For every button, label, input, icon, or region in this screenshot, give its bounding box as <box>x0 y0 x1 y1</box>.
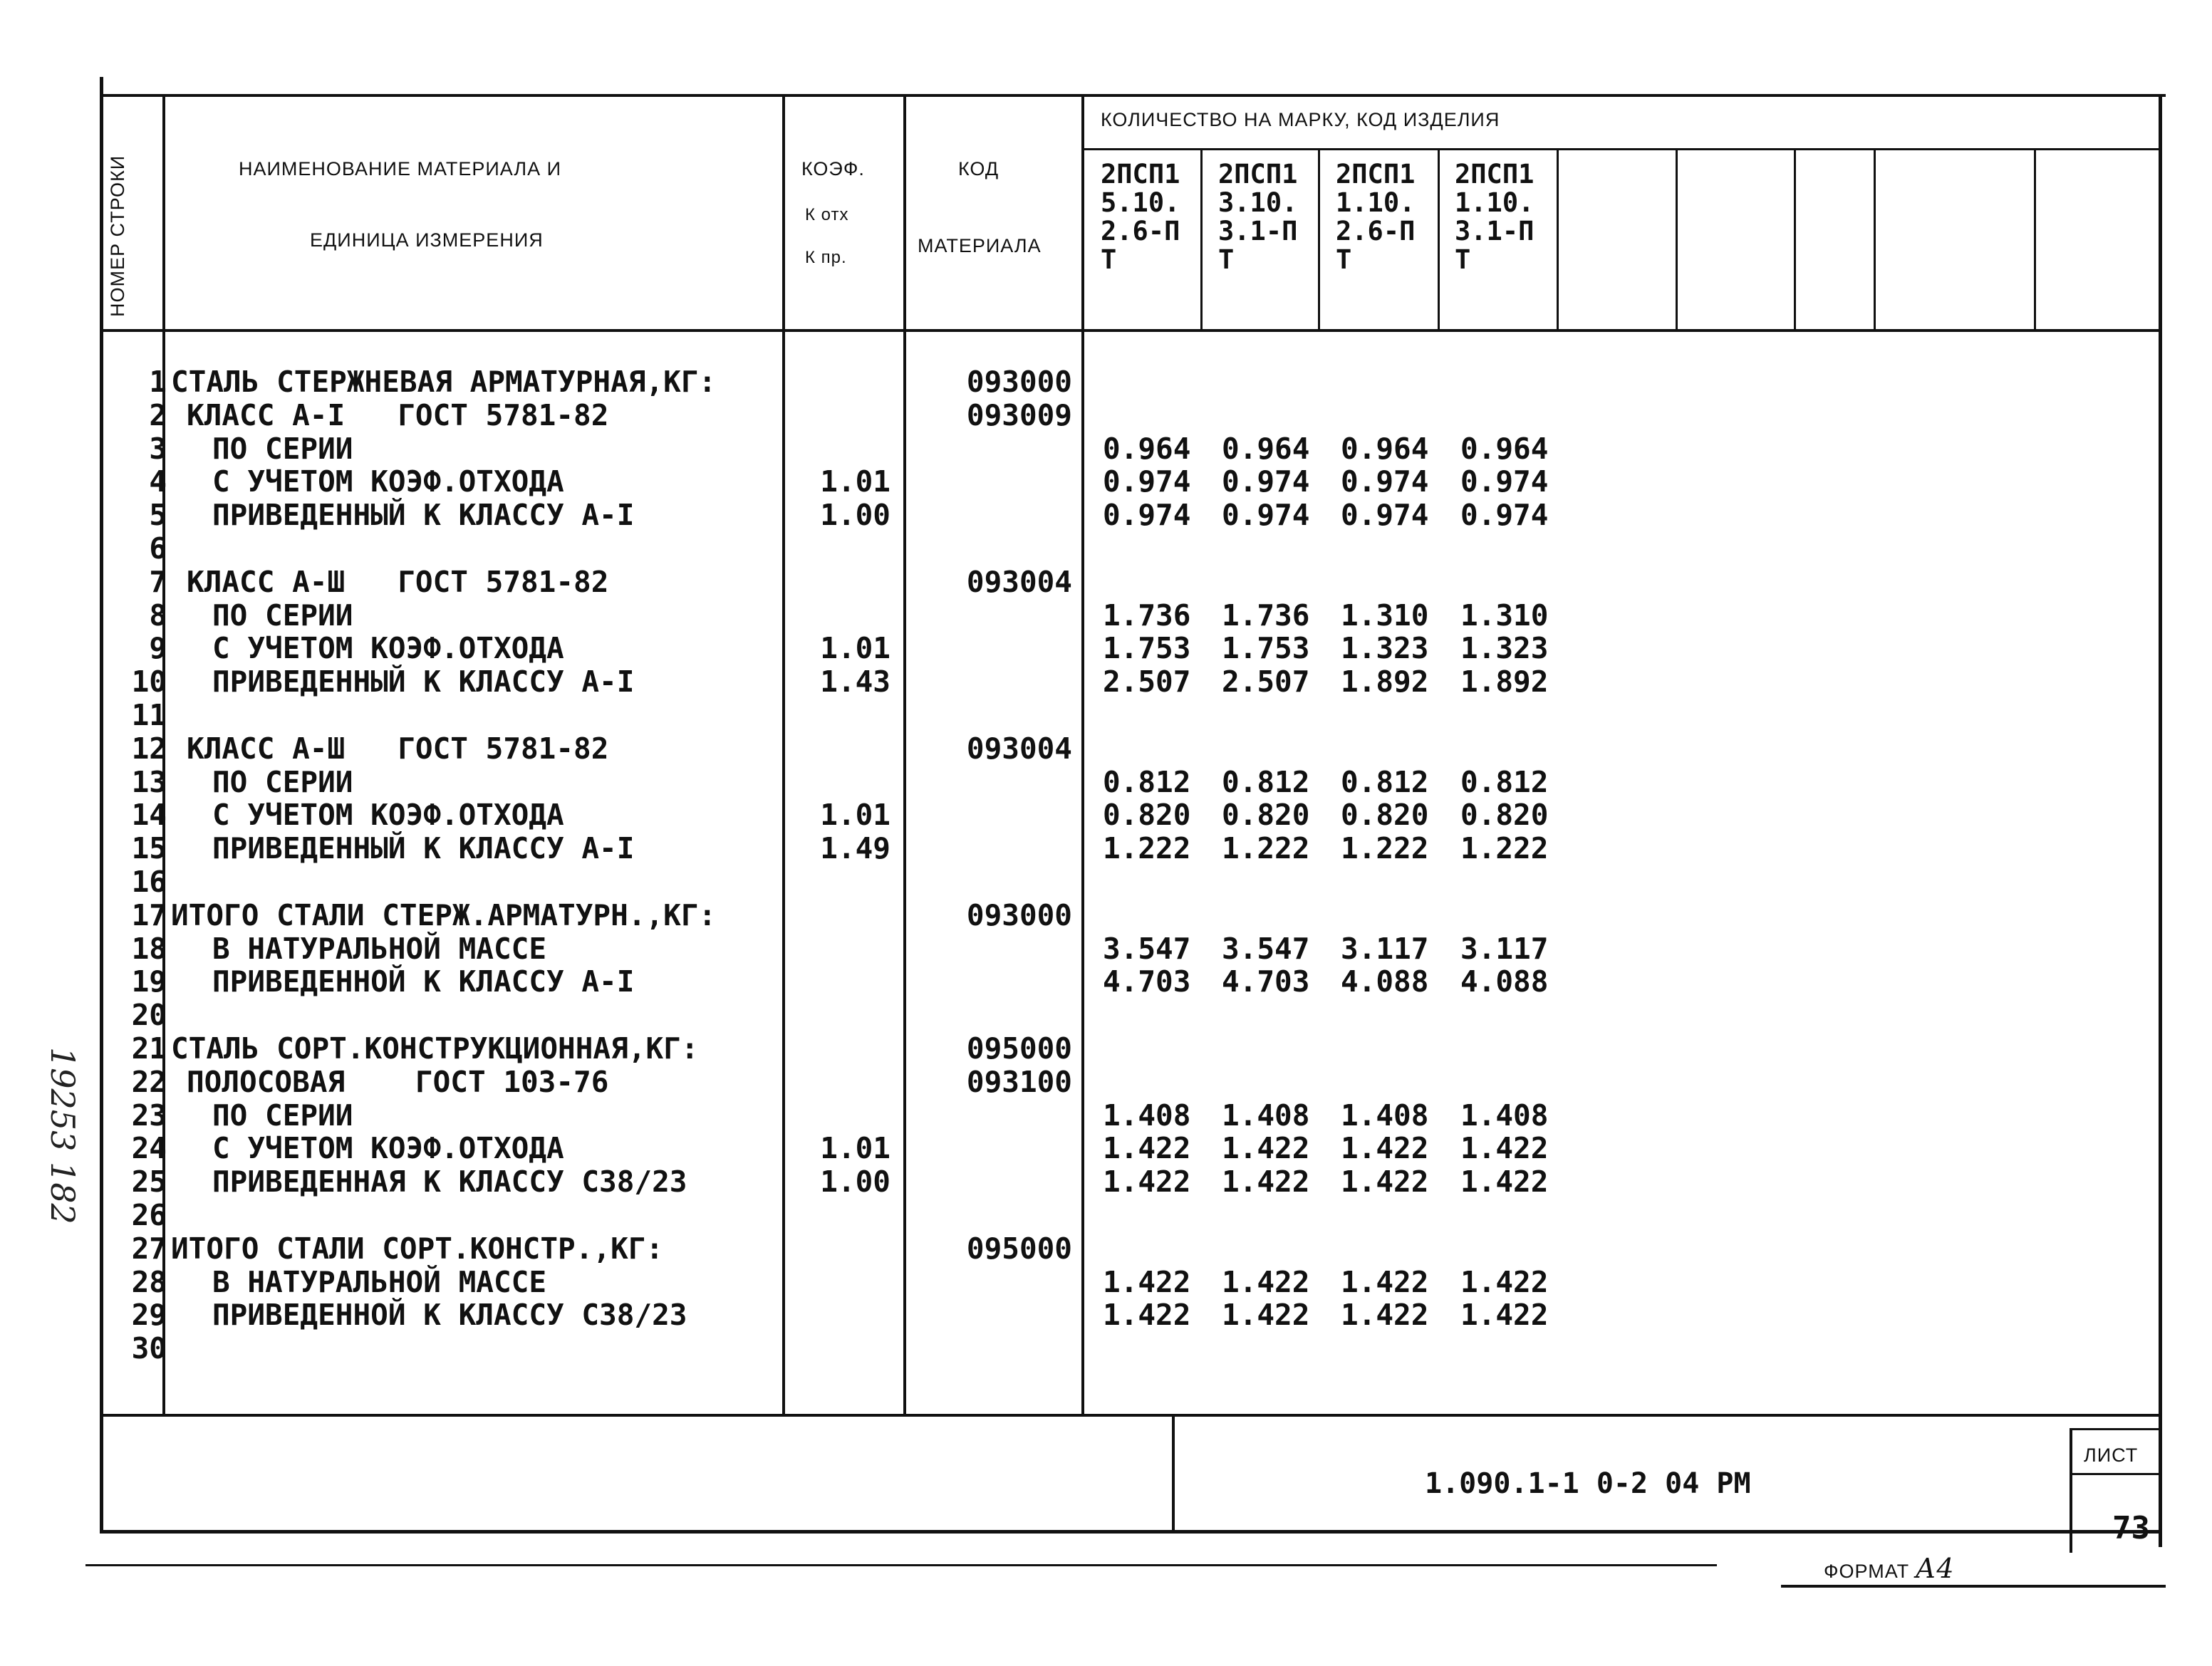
format-rule <box>1781 1585 2166 1588</box>
mark-2: 2ПСП1 3.10. 3.1-П Т <box>1218 159 1298 275</box>
row-number: 24 <box>131 1131 167 1165</box>
mark-1: 2ПСП1 5.10. 2.6-П Т <box>1101 159 1180 275</box>
row-coef: 1.00 <box>820 498 890 532</box>
row-value-4: 1.422 <box>1460 1298 1549 1332</box>
row-coef: 1.01 <box>820 1131 890 1165</box>
row-value-4: 0.974 <box>1460 498 1549 532</box>
sheet-box-mid <box>2070 1473 2161 1475</box>
row-name: ПО СЕРИИ <box>212 765 353 799</box>
row-value-2: 1.422 <box>1222 1165 1310 1199</box>
row-number: 29 <box>131 1298 167 1332</box>
row-value-4: 0.964 <box>1460 432 1549 466</box>
row-value-3: 1.422 <box>1341 1298 1429 1332</box>
row-value-1: 2.507 <box>1103 665 1191 699</box>
coef-header-line3: К пр. <box>805 248 847 267</box>
row-value-2: 0.964 <box>1222 432 1310 466</box>
row-value-2: 0.812 <box>1222 765 1310 799</box>
row-value-1: 1.222 <box>1103 831 1191 865</box>
row-number: 17 <box>131 898 167 932</box>
row-value-1: 0.974 <box>1103 498 1191 532</box>
row-coef: 1.01 <box>820 798 890 832</box>
row-code: 095000 <box>966 1232 1072 1266</box>
frame-left <box>100 77 103 1534</box>
row-name: С УЧЕТОМ КОЭФ.ОТХОДА <box>212 798 564 832</box>
format-stamp <box>1824 1553 1955 1584</box>
row-name: КЛАСС А-Ш ГОСТ 5781-82 <box>187 732 609 766</box>
row-number: 8 <box>149 598 167 632</box>
row-name: ПОЛОСОВАЯ ГОСТ 103-76 <box>187 1065 609 1099</box>
col-line-name <box>782 94 785 1415</box>
col-line-m8 <box>2034 148 2036 330</box>
row-value-3: 1.408 <box>1341 1098 1429 1133</box>
row-value-1: 0.974 <box>1103 464 1191 499</box>
row-value-3: 3.117 <box>1341 932 1429 966</box>
sheet-label: ЛИСТ <box>2084 1444 2139 1466</box>
row-name: ПРИВЕДЕННАЯ К КЛАССУ С38/23 <box>212 1165 687 1199</box>
row-name: ИТОГО СТАЛИ СОРТ.КОНСТР.,КГ: <box>171 1232 664 1266</box>
row-number: 1 <box>149 365 167 399</box>
name-header-line2: ЕДИНИЦА ИЗМЕРЕНИЯ <box>310 229 544 251</box>
row-number: 14 <box>131 798 167 832</box>
stamp-divider <box>1172 1414 1175 1531</box>
row-name: В НАТУРАЛЬНОЙ МАССЕ <box>212 932 546 966</box>
row-number: 21 <box>131 1031 167 1066</box>
coef-header-line1: КОЭФ. <box>801 158 865 179</box>
row-value-4: 1.892 <box>1460 665 1549 699</box>
row-value-3: 1.222 <box>1341 831 1429 865</box>
row-number: 27 <box>131 1232 167 1266</box>
row-name: ПРИВЕДЕННОЙ К КЛАССУ А-I <box>212 964 635 999</box>
row-name: ПО СЕРИИ <box>212 598 353 632</box>
row-value-3: 4.088 <box>1341 964 1429 999</box>
row-number: 10 <box>131 665 167 699</box>
row-value-3: 1.422 <box>1341 1265 1429 1299</box>
row-value-3: 1.422 <box>1341 1165 1429 1199</box>
table-bottom-line <box>100 1414 2162 1417</box>
row-name: ПО СЕРИИ <box>212 432 353 466</box>
row-value-1: 1.736 <box>1103 598 1191 632</box>
row-code: 093000 <box>966 898 1072 932</box>
row-value-2: 1.422 <box>1222 1298 1310 1332</box>
row-number: 20 <box>131 998 167 1032</box>
row-number: 23 <box>131 1098 167 1133</box>
frame-right <box>2159 94 2162 1547</box>
row-name: КЛАСС А-Ш ГОСТ 5781-82 <box>187 565 609 599</box>
row-value-4: 0.820 <box>1460 798 1549 832</box>
row-value-1: 0.812 <box>1103 765 1191 799</box>
row-value-1: 1.422 <box>1103 1298 1191 1332</box>
row-value-4: 1.222 <box>1460 831 1549 865</box>
row-number: 16 <box>131 865 167 899</box>
row-value-2: 1.222 <box>1222 831 1310 865</box>
coef-header-line2: К отх <box>805 205 849 224</box>
row-name: КЛАСС А-I ГОСТ 5781-82 <box>187 398 609 432</box>
row-value-3: 1.422 <box>1341 1131 1429 1165</box>
row-value-2: 1.408 <box>1222 1098 1310 1133</box>
row-number: 19 <box>131 964 167 999</box>
row-number-header: НОМЕР СТРОКИ <box>107 155 128 317</box>
row-number: 6 <box>149 531 167 566</box>
row-value-4: 0.812 <box>1460 765 1549 799</box>
row-number: 18 <box>131 932 167 966</box>
frame-top <box>100 94 2166 97</box>
row-name: С УЧЕТОМ КОЭФ.ОТХОДА <box>212 464 564 499</box>
row-number: 2 <box>149 398 167 432</box>
code-header-line2: МАТЕРИАЛА <box>918 235 1042 256</box>
row-value-1: 4.703 <box>1103 964 1191 999</box>
row-value-1: 1.408 <box>1103 1098 1191 1133</box>
code-header-line1: КОД <box>958 158 999 179</box>
col-line-code <box>1081 94 1084 1415</box>
row-number: 15 <box>131 831 167 865</box>
row-name: СТАЛЬ СТЕРЖНЕВАЯ АРМАТУРНАЯ,КГ: <box>171 365 717 399</box>
row-value-2: 1.753 <box>1222 631 1310 665</box>
row-value-4: 0.974 <box>1460 464 1549 499</box>
row-number: 3 <box>149 432 167 466</box>
row-name: ПРИВЕДЕННЫЙ К КЛАССУ А-I <box>212 498 635 532</box>
row-name: С УЧЕТОМ КОЭФ.ОТХОДА <box>212 631 564 665</box>
row-name: ПРИВЕДЕННЫЙ К КЛАССУ А-I <box>212 665 635 699</box>
col-line-m4 <box>1557 148 1559 330</box>
mark-4: 2ПСП1 1.10. 3.1-П Т <box>1455 159 1535 275</box>
frame-bottom <box>100 1530 2162 1534</box>
row-value-4: 3.117 <box>1460 932 1549 966</box>
row-value-2: 1.422 <box>1222 1265 1310 1299</box>
row-coef: 1.00 <box>820 1165 890 1199</box>
row-coef: 1.01 <box>820 464 890 499</box>
row-name: ПО СЕРИИ <box>212 1098 353 1133</box>
row-code: 093100 <box>966 1065 1072 1099</box>
row-value-1: 1.422 <box>1103 1165 1191 1199</box>
row-value-1: 1.422 <box>1103 1265 1191 1299</box>
name-header-line1: НАИМЕНОВАНИЕ МАТЕРИАЛА И <box>239 158 561 179</box>
row-value-4: 1.323 <box>1460 631 1549 665</box>
row-name: ИТОГО СТАЛИ СТЕРЖ.АРМАТУРН.,КГ: <box>171 898 717 932</box>
row-number: 25 <box>131 1165 167 1199</box>
row-value-1: 0.820 <box>1103 798 1191 832</box>
handwritten-side-note: 19253 182 <box>43 1047 82 1224</box>
row-value-4: 1.408 <box>1460 1098 1549 1133</box>
row-code: 093000 <box>966 365 1072 399</box>
row-value-2: 1.422 <box>1222 1131 1310 1165</box>
row-coef: 1.01 <box>820 631 890 665</box>
row-number: 5 <box>149 498 167 532</box>
header-bottom-line <box>100 329 2162 332</box>
row-value-3: 0.820 <box>1341 798 1429 832</box>
row-value-2: 0.820 <box>1222 798 1310 832</box>
col-line-m7 <box>1874 148 1876 330</box>
row-coef: 1.43 <box>820 665 890 699</box>
row-value-2: 0.974 <box>1222 498 1310 532</box>
row-name: ПРИВЕДЕННОЙ К КЛАССУ С38/23 <box>212 1298 687 1332</box>
row-number: 26 <box>131 1198 167 1232</box>
sheet-number: 73 <box>2112 1510 2150 1546</box>
row-value-1: 1.422 <box>1103 1131 1191 1165</box>
sheet-box-left <box>2070 1428 2072 1553</box>
row-value-3: 1.310 <box>1341 598 1429 632</box>
bottom-rule <box>85 1564 1717 1566</box>
col-line-coef <box>903 94 906 1415</box>
row-number: 28 <box>131 1265 167 1299</box>
row-code: 093004 <box>966 732 1072 766</box>
row-number: 7 <box>149 565 167 599</box>
row-number: 12 <box>131 732 167 766</box>
row-code: 093009 <box>966 398 1072 432</box>
col-line-m6 <box>1794 148 1796 330</box>
row-name: СТАЛЬ СОРТ.КОНСТРУКЦИОННАЯ,КГ: <box>171 1031 699 1066</box>
row-name: С УЧЕТОМ КОЭФ.ОТХОДА <box>212 1131 564 1165</box>
row-name: ПРИВЕДЕННЫЙ К КЛАССУ А-I <box>212 831 635 865</box>
col-line-m3 <box>1438 148 1440 330</box>
row-value-1: 3.547 <box>1103 932 1191 966</box>
row-number: 13 <box>131 765 167 799</box>
row-code: 093004 <box>966 565 1072 599</box>
qty-title-line <box>1083 148 2162 150</box>
document-code: 1.090.1-1 0-2 04 РМ <box>1425 1467 1751 1500</box>
row-value-4: 4.088 <box>1460 964 1549 999</box>
row-value-1: 0.964 <box>1103 432 1191 466</box>
row-value-4: 1.310 <box>1460 598 1549 632</box>
row-coef: 1.49 <box>820 831 890 865</box>
qty-header-title: КОЛИЧЕСТВО НА МАРКУ, КОД ИЗДЕЛИЯ <box>1101 109 1500 130</box>
row-number: 11 <box>131 698 167 732</box>
row-value-2: 1.736 <box>1222 598 1310 632</box>
row-number: 30 <box>131 1331 167 1365</box>
row-number: 9 <box>149 631 167 665</box>
row-value-3: 0.964 <box>1341 432 1429 466</box>
row-value-2: 3.547 <box>1222 932 1310 966</box>
format-label: ФОРМАТ <box>1824 1561 1910 1582</box>
col-line-m2 <box>1318 148 1320 330</box>
row-code: 095000 <box>966 1031 1072 1066</box>
row-name: В НАТУРАЛЬНОЙ МАССЕ <box>212 1265 546 1299</box>
row-value-3: 1.323 <box>1341 631 1429 665</box>
row-value-2: 4.703 <box>1222 964 1310 999</box>
sheet-box-top <box>2070 1428 2161 1430</box>
row-value-4: 1.422 <box>1460 1165 1549 1199</box>
row-value-2: 2.507 <box>1222 665 1310 699</box>
col-line-m1 <box>1200 148 1203 330</box>
row-value-3: 1.892 <box>1341 665 1429 699</box>
row-value-3: 0.812 <box>1341 765 1429 799</box>
row-value-3: 0.974 <box>1341 464 1429 499</box>
row-number: 22 <box>131 1065 167 1099</box>
row-number: 4 <box>149 464 167 499</box>
row-value-3: 0.974 <box>1341 498 1429 532</box>
row-value-4: 1.422 <box>1460 1265 1549 1299</box>
format-value: А4 <box>1915 1553 1955 1584</box>
mark-3: 2ПСП1 1.10. 2.6-П Т <box>1336 159 1416 275</box>
row-value-4: 1.422 <box>1460 1131 1549 1165</box>
col-line-m5 <box>1676 148 1678 330</box>
row-value-1: 1.753 <box>1103 631 1191 665</box>
row-value-2: 0.974 <box>1222 464 1310 499</box>
